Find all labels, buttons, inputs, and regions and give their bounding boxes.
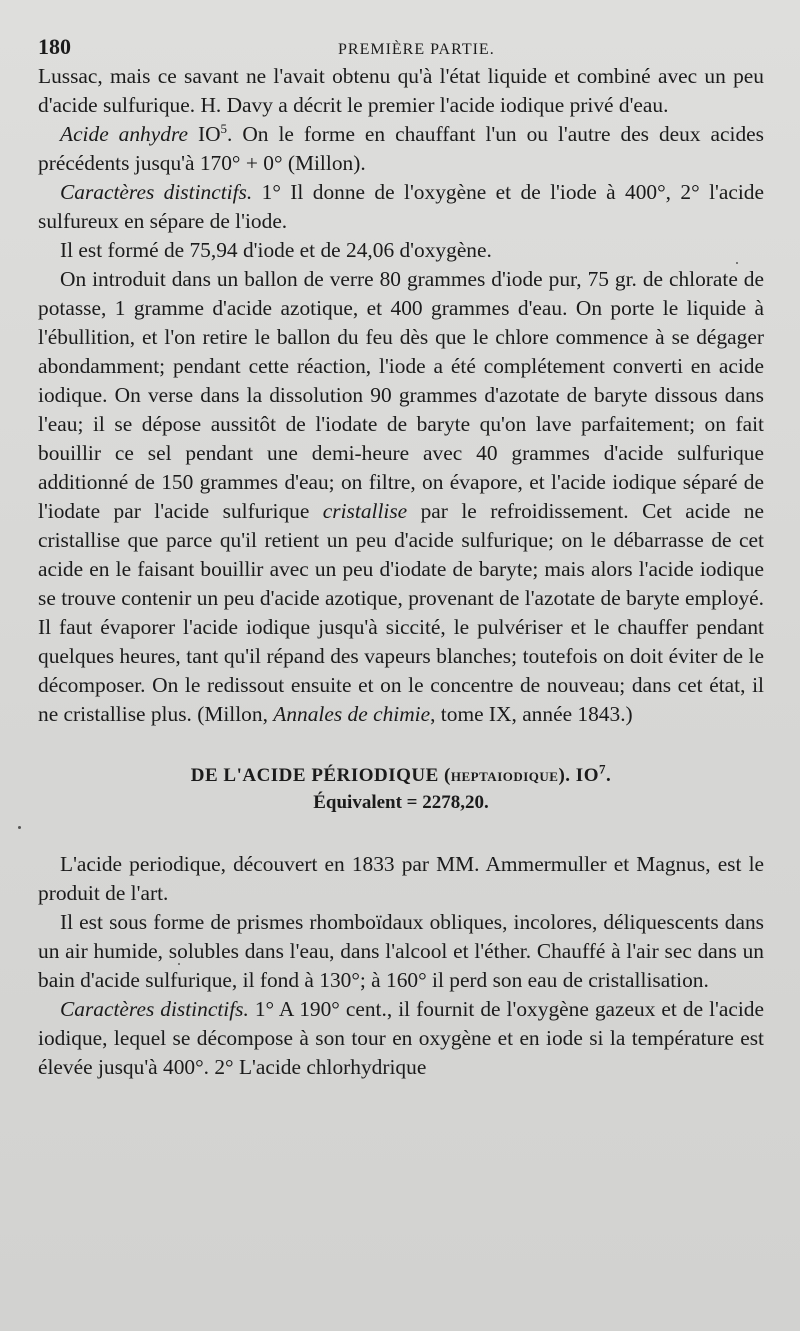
paragraph-label: Caractères distinctifs. [60, 997, 249, 1021]
paragraph-composition: Il est formé de 75,94 d'iode et de 24,06 d'oxygène. [60, 238, 492, 262]
body-text [38, 62, 764, 729]
section-title-text: ). IO [558, 765, 599, 786]
paragraph-anhydrous-acid [38, 120, 764, 178]
ink-speck [18, 826, 21, 829]
equivalent-line: Équivalent = 2278,20. [313, 792, 489, 813]
paragraph-label: Caractères distinctifs. [60, 180, 253, 204]
paragraph-text: , tome IX, année 1843.) [430, 702, 633, 726]
ink-speck [178, 963, 180, 965]
paragraph-text: 1° Il donne de l'oxygène et de l'iode à 400°, 2° l'acide sulfureux en sépare de l'iode. [38, 180, 764, 233]
paragraph-text: . On le forme en chauffant l'un ou l'autre des deux acides précédents jusqu'à 170° + 0° (Millon). [38, 122, 764, 175]
formula-superscript: 5 [220, 120, 228, 136]
citation-source: Annales de chimie [273, 702, 431, 726]
section-subtitle: HEPTAIODIQUE [450, 769, 559, 784]
section-heading [38, 763, 764, 816]
paragraph-distinctive-characters [38, 178, 764, 236]
paragraph-distinctive-characters-periodic [38, 995, 764, 1082]
body-text-periodic [38, 850, 764, 1082]
section-title [38, 763, 764, 790]
section-title-text: . [605, 765, 612, 786]
section-title-text: DE L'ACIDE PÉRIODIQUE ( [190, 765, 451, 786]
paragraph-text: par le refroidissement. Cet acide ne cristallise que parce qu'il retient un peu d'acide sulfurique; on le débarrasse de cet acide en le faisant bouillir avec un peu d'iodate de baryte; mais alors l'acide iodique se trouve contenir un peu d'acide azotique, provenant de l'azotate de baryte employé. Il faut évaporer l'acide iodique jusqu'à siccité, le pulvériser et le chauffer pendant quelques heures, tant qu'il répand des vapeurs blanches; toutefois on doit éviter de le décomposer. On le redissout ensuite et on le concentre de nouveau; dans cet état, il ne cristallise plus. (Millon, [38, 499, 764, 726]
paragraph-text: 1° A 190° cent., il fournit de l'oxygène gazeux et de l'acide iodique, lequel se décompose à son tour en oxygène et en iode si la température est élevée jusqu'à 400°. 2° L'acide chlorhydrique [38, 997, 765, 1079]
page-number: 180 [38, 34, 71, 59]
page-header [38, 34, 764, 62]
formula-superscript: 7 [598, 761, 606, 777]
ink-speck [736, 262, 738, 264]
paragraph-properties: Il est sous forme de prismes rhomboïdaux obliques, incolores, déliquescents dans un air humide, solubles dans l'eau, dans l'alcool et l'éther. Chauffé à l'air sec dans un bain d'acide sulfurique, il fond à 130°; à 160° il perd son eau de cristallisation. [38, 910, 764, 992]
chemical-formula: IO [197, 122, 221, 146]
paragraph-text: On introduit dans un ballon de verre 80 grammes d'iode pur, 75 gr. de chlorate de potasse, 1 gramme d'acide azotique, et 400 grammes d'eau. On porte le liquide à l'ébullition, et l'on retire le ballon du feu dès que le chlore commence à se dégager abondamment; pendant cette réaction, l'iode a été complétement converti en acide iodique. On verse dans la dissolution 90 grammes d'azotate de baryte dissous dans l'eau; il se dépose aussitôt de l'iodate de baryte qu'on lave parfaitement; on fait bouillir ce sel pendant une demi-heure avec 40 grammes d'acide sulfurique additionné de 150 grammes d'eau; on filtre, on évapore, et l'acide iodique séparé de l'iodate par l'acide sulfurique [38, 267, 764, 523]
running-head: PREMIÈRE PARTIE. [338, 41, 495, 58]
paragraph-preparation [38, 265, 764, 729]
paragraph-label: Acide anhydre [60, 122, 188, 146]
paragraph-continuation: Lussac, mais ce savant ne l'avait obtenu qu'à l'état liquide et combiné avec un peu d'acide sulfurique. H. Davy a décrit le premier l'acide iodique privé d'eau. [38, 64, 764, 117]
italic-term: cristallise [322, 499, 408, 523]
paragraph-discovery: L'acide periodique, découvert en 1833 par MM. Ammermuller et Magnus, est le produit de l'art. [38, 852, 764, 905]
